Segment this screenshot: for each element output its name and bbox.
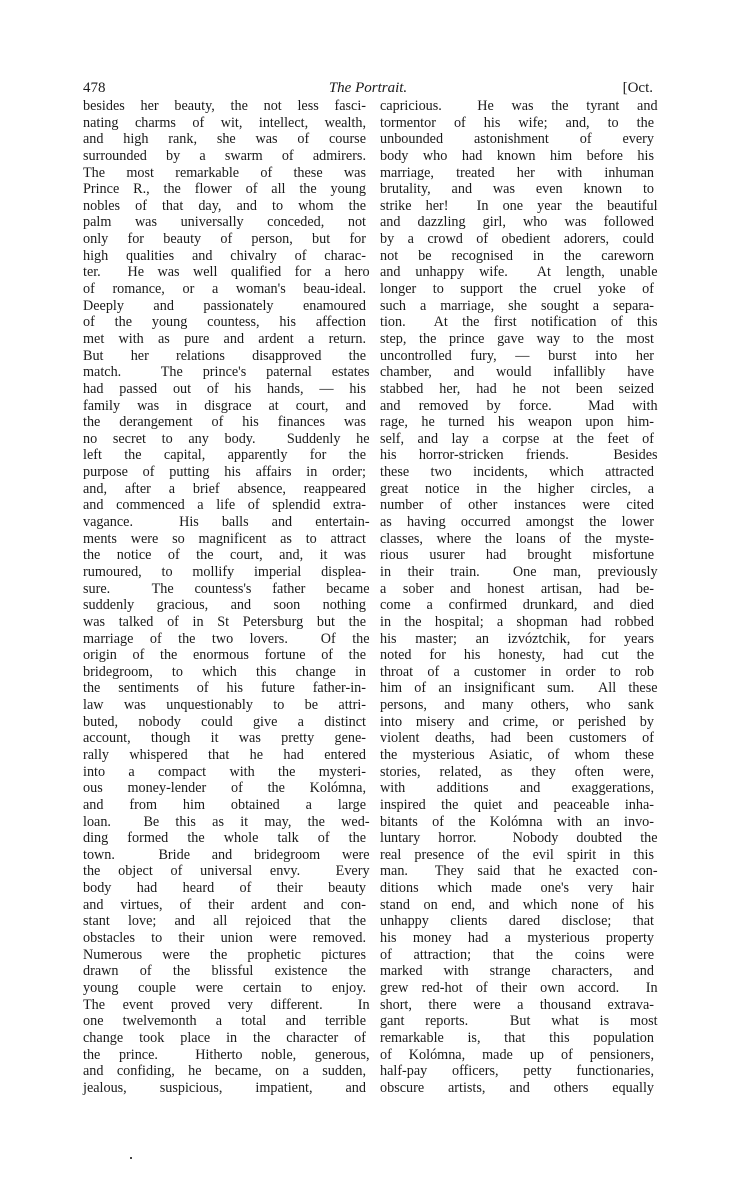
text-line: origin of the enormous fortune of the — [83, 647, 366, 664]
text-line: had passed out of his hands, — his — [83, 380, 366, 397]
print-speck — [130, 1157, 132, 1159]
text-line: and dazzling girl, who was followed — [380, 214, 654, 231]
text-line: the prince. Hitherto noble, generous, — [83, 1046, 370, 1063]
text-line: drawn of the blissful existence the — [83, 963, 366, 980]
text-line: throat of a customer in order to rob — [380, 663, 654, 680]
text-line: violent deaths, had been customers of — [380, 730, 654, 747]
text-line: capricious. He was the tyrant and — [380, 98, 658, 114]
text-line: man. They said that he exacted con- — [380, 863, 658, 880]
text-line: as having occurred amongst the lower — [380, 514, 654, 531]
text-line: vagance. His balls and entertain- — [83, 514, 370, 531]
text-line: stories, related, as they often were, — [380, 763, 654, 780]
text-line: young couple were certain to enjoy. — [83, 979, 366, 996]
text-line: persons, and many others, who sank — [380, 697, 654, 714]
text-line: brutality, and was even known to — [380, 181, 654, 198]
text-line: rally whispered that he had entered — [83, 746, 366, 763]
text-line: But her relations disapproved the — [83, 347, 366, 364]
text-line: bridegroom, to which this change in — [83, 663, 366, 680]
text-line: these two incidents, which attracted — [380, 464, 654, 481]
text-line: chamber, and would infallibly have — [380, 364, 654, 381]
text-line: noted for his honesty, had cut the — [380, 647, 654, 664]
text-line: buted, nobody could give a distinct — [83, 713, 366, 730]
text-line: of Kolómna, made up of pensioners, — [380, 1046, 654, 1063]
text-line: suddenly gracious, and soon nothing — [83, 597, 366, 614]
text-line: nating charms of wit, intellect, wealth, — [83, 114, 366, 131]
text-line: no secret to any body. Suddenly he — [83, 430, 370, 447]
text-line: of romance, or a woman's beau-ideal. — [83, 281, 366, 298]
text-line: him of an insignificant sum. All these — [380, 680, 658, 697]
text-line: tormentor of his wife; and, to the — [380, 114, 654, 131]
text-line: The most remarkable of these was — [83, 164, 366, 181]
text-line: Prince R., the flower of all the young — [83, 181, 366, 198]
text-line: family was in disgrace at court, and — [83, 397, 366, 414]
text-line: into misery and crime, or perished by — [380, 713, 654, 730]
text-line: the mysterious Asiatic, of whom these — [380, 746, 654, 763]
text-line: jealous, suspicious, impatient, and — [83, 1079, 366, 1096]
text-line: luntary horror. Nobody doubted the — [380, 830, 658, 847]
text-line: the notice of the court, and, it was — [83, 547, 366, 564]
text-line: of the young countess, his affection — [83, 314, 366, 331]
text-line: sure. The countess's father became — [83, 580, 370, 597]
text-line: only for beauty of person, but for — [83, 231, 366, 248]
text-line: Deeply and passionately enamoured — [83, 297, 366, 314]
text-line: the sentiments of his future father-in- — [83, 680, 366, 697]
text-line: ments were so magnificent as to attract — [83, 530, 366, 547]
text-line: longer to support the cruel yoke of — [380, 281, 654, 298]
text-line: his money had a mysterious property — [380, 930, 654, 947]
text-line: in the hospital; a shopman had robbed — [380, 613, 654, 630]
text-line: short, there were a thousand extrava- — [380, 996, 654, 1013]
text-line: Numerous were the prophetic pictures — [83, 946, 366, 963]
text-line: remarkable is, that this population — [380, 1029, 654, 1046]
text-line: account, though it was pretty gene- — [83, 730, 366, 747]
text-line: tion. At the first notification of this — [380, 314, 658, 331]
text-line: the object of universal envy. Every — [83, 863, 370, 880]
text-line: marriage of the two lovers. Of the — [83, 630, 370, 647]
text-line: body had heard of their beauty — [83, 880, 366, 897]
page-number: 478 — [83, 80, 106, 96]
text-line: rumoured, to mollify imperial displea- — [83, 563, 366, 580]
text-line: marked with strange characters, and — [380, 963, 654, 980]
text-line: ter. He was well qualified for a hero — [83, 264, 370, 281]
issue-month: [Oct. — [622, 80, 653, 96]
text-line: loan. Be this as it may, the wed- — [83, 813, 370, 830]
left-column — [83, 98, 370, 1096]
text-line: uncontrolled fury, — burst into her — [380, 347, 654, 364]
text-line: great notice in the higher circles, a — [380, 480, 654, 497]
text-line: into a compact with the mysteri- — [83, 763, 366, 780]
text-line: nobles of that day, and to whom the — [83, 197, 366, 214]
text-line: the derangement of his finances was — [83, 414, 366, 431]
text-line: stabbed her, had he not been seized — [380, 380, 654, 397]
page-header — [83, 80, 653, 98]
text-line: and confiding, he became, on a sudden, — [83, 1063, 366, 1080]
text-line: marriage, treated her with inhuman — [380, 164, 654, 181]
text-line: of attraction; that the coins were — [380, 946, 654, 963]
text-line: high qualities and chivalry of charac- — [83, 247, 366, 264]
text-line: met with as pure and ardent a return. — [83, 330, 366, 347]
text-line: and commenced a life of splendid extra- — [83, 497, 366, 514]
text-line: change took place in the character of — [83, 1029, 366, 1046]
text-line: body who had known him before his — [380, 147, 654, 164]
right-column — [380, 98, 658, 1096]
text-line: The event proved very different. In — [83, 996, 370, 1013]
text-line: and virtues, of their ardent and con- — [83, 896, 366, 913]
text-line: was talked of in St Petersburg but the — [83, 613, 366, 630]
text-line: real presence of the evil spirit in this — [380, 846, 654, 863]
text-line: match. The prince's paternal estates — [83, 364, 370, 381]
text-line: palm was universally conceded, not — [83, 214, 366, 231]
text-line: classes, where the loans of the myste- — [380, 530, 654, 547]
text-line: gant reports. But what is most — [380, 1013, 658, 1030]
text-line: stand on end, and which none of his — [380, 896, 654, 913]
text-line: ous money-lender of the Kolómna, — [83, 780, 366, 797]
text-line: by a crowd of obedient adorers, could — [380, 231, 654, 248]
text-line: law was unquestionably to be attri- — [83, 697, 366, 714]
text-line: with additions and exaggerations, — [380, 780, 654, 797]
text-line: and high rank, she was of course — [83, 131, 366, 148]
text-line: his master; an izvóztchik, for years — [380, 630, 654, 647]
text-line: unhappy clients dared disclose; that — [380, 913, 654, 930]
text-line: ding formed the whole talk of the — [83, 830, 366, 847]
text-line: town. Bride and bridegroom were — [83, 846, 370, 863]
text-line: and unhappy wife. At length, unable — [380, 264, 658, 281]
text-line: come a confirmed drunkard, and died — [380, 597, 654, 614]
text-line: unbounded astonishment of every — [380, 131, 654, 148]
text-line: step, the prince gave way to the most — [380, 330, 654, 347]
text-line: one twelvemonth a total and terrible — [83, 1013, 366, 1030]
text-line: half-pay officers, petty functionaries, — [380, 1063, 654, 1080]
text-line: rage, he turned his weapon upon him- — [380, 414, 654, 431]
text-line: and from him obtained a large — [83, 796, 366, 813]
text-line: and, after a brief absence, reappeared — [83, 480, 366, 497]
text-line: and removed by force. Mad with — [380, 397, 658, 414]
text-line: ditions which made one's very hair — [380, 880, 654, 897]
text-line: not be recognised in the careworn — [380, 247, 654, 264]
text-line: inspired the quiet and peaceable inha- — [380, 796, 654, 813]
text-line: self, and lay a corpse at the feet of — [380, 430, 654, 447]
text-line: strike her! In one year the beautiful — [380, 197, 658, 214]
text-line: a sober and honest artisan, had be- — [380, 580, 654, 597]
text-line: grew red-hot of their own accord. In — [380, 979, 658, 996]
text-line: stant love; and all rejoiced that the — [83, 913, 366, 930]
text-line: obstacles to their union were removed. — [83, 930, 366, 947]
text-line: number of other instances were cited — [380, 497, 654, 514]
text-line: left the capital, apparently for the — [83, 447, 366, 464]
text-line: obscure artists, and others equally — [380, 1079, 654, 1096]
text-line: rious usurer had brought misfortune — [380, 547, 654, 564]
running-title: The Portrait. — [328, 80, 408, 96]
text-line: surrounded by a swarm of admirers. — [83, 147, 366, 164]
text-line: such a marriage, she sought a separa- — [380, 297, 654, 314]
text-line: purpose of putting his affairs in order; — [83, 464, 366, 481]
text-line: his horror-stricken friends. Besides — [380, 447, 658, 464]
text-line: besides her beauty, the not less fasci- — [83, 98, 366, 114]
text-line: bitants of the Kolómna with an invo- — [380, 813, 654, 830]
text-line: in their train. One man, previously — [380, 563, 658, 580]
